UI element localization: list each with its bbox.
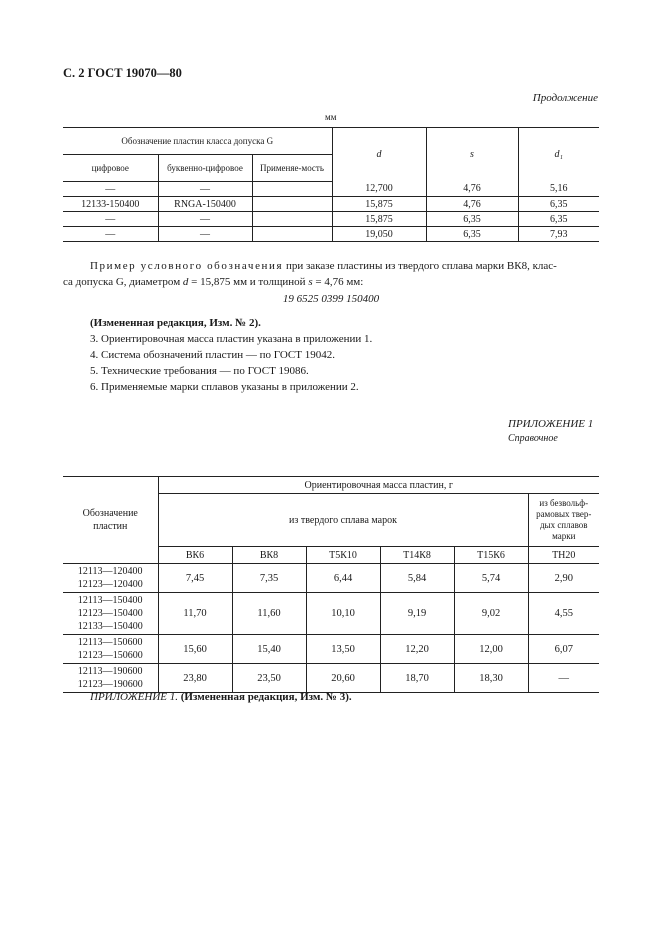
amendment-note: (Измененная редакция, Изм. № 2). xyxy=(90,317,261,329)
designation-group-header: Обозначение пластин класса допуска G xyxy=(63,128,332,155)
mass-value: 18,70 xyxy=(380,664,454,693)
cell-digital: — xyxy=(63,227,158,242)
cell-d: 15,875 xyxy=(332,197,426,212)
example-intro: Пример условного обозначения xyxy=(90,260,284,272)
cell-alnum: — xyxy=(158,227,252,242)
cell-usage xyxy=(252,182,332,197)
table-row xyxy=(63,227,599,242)
cell-usage xyxy=(252,212,332,227)
mass-value: 20,60 xyxy=(306,664,380,693)
cell-s: 6,35 xyxy=(426,227,518,242)
table-row xyxy=(63,664,599,693)
mass-value: 4,55 xyxy=(528,593,599,635)
designation: 12113—190600 xyxy=(77,666,143,677)
notes-list xyxy=(90,315,372,395)
cell-s: 4,76 xyxy=(426,197,518,212)
designation-cell xyxy=(63,593,158,635)
mass-value: — xyxy=(528,664,599,693)
cell-alnum: — xyxy=(158,212,252,227)
designation-code: 19 6525 0399 150400 xyxy=(282,293,380,305)
var-d: d xyxy=(182,276,189,288)
cell-alnum: RNGA-150400 xyxy=(158,197,252,212)
designation: 12123—150600 xyxy=(77,650,143,661)
mass-value: 15,60 xyxy=(158,635,232,664)
cell-d1: 5,16 xyxy=(518,182,599,197)
cell-alnum: — xyxy=(158,182,252,197)
example-line2b: = 15,875 мм и толщиной xyxy=(188,276,309,288)
mass-value: 9,19 xyxy=(380,593,454,635)
mass-value: 2,90 xyxy=(528,564,599,593)
note-item: 6. Применяемые марки сплавов указаны в приложении 2. xyxy=(90,381,359,393)
continuation-label: Продолжение xyxy=(532,92,598,104)
table-row xyxy=(63,212,599,227)
designation: 12123—120400 xyxy=(77,579,143,590)
cell-d: 12,700 xyxy=(332,182,426,197)
hard-alloy-header: из твердого сплава марок xyxy=(158,494,528,547)
mass-value: 12,00 xyxy=(454,635,528,664)
cell-digital: — xyxy=(63,182,158,197)
grade-header: ТН20 xyxy=(528,547,599,564)
mass-value: 5,74 xyxy=(454,564,528,593)
grade-header: ВК6 xyxy=(158,547,232,564)
mass-value: 7,45 xyxy=(158,564,232,593)
mass-value: 6,44 xyxy=(306,564,380,593)
footnote-label: ПРИЛОЖЕНИЕ 1. xyxy=(90,691,178,703)
cell-d1: 6,35 xyxy=(518,197,599,212)
mass-value: 11,70 xyxy=(158,593,232,635)
unit-label: мм xyxy=(325,112,337,122)
cell-s: 4,76 xyxy=(426,182,518,197)
mass-value: 5,84 xyxy=(380,564,454,593)
col-designation-header: Обозначение пластин xyxy=(63,477,158,564)
mass-value: 9,02 xyxy=(454,593,528,635)
mass-value: 13,50 xyxy=(306,635,380,664)
mass-value: 6,07 xyxy=(528,635,599,664)
mass-header: Ориентировочная масса пластин, г xyxy=(158,477,599,494)
appendix-title: ПРИЛОЖЕНИЕ 1 xyxy=(508,418,594,430)
col-s-header: s xyxy=(426,128,518,182)
col-d1-header: d₁ xyxy=(518,128,599,182)
designation: 12113—120400 xyxy=(77,566,143,577)
col-alnum-header: буквенно-цифровое xyxy=(158,155,252,182)
mass-value: 23,80 xyxy=(158,664,232,693)
table-row xyxy=(63,197,599,212)
note-item: 3. Ориентировочная масса пластин указана в приложении 1. xyxy=(90,333,373,345)
cell-d1: 6,35 xyxy=(518,212,599,227)
var-s: s xyxy=(308,276,313,288)
mass-value: 15,40 xyxy=(232,635,306,664)
tungsten-free-header: из безвольф-рамовых твер-дых сплавов марки xyxy=(528,494,599,547)
cell-d1: 7,93 xyxy=(518,227,599,242)
cell-digital: — xyxy=(63,212,158,227)
designation: 12123—150400 xyxy=(77,608,143,619)
designation: 12133—150400 xyxy=(77,621,143,632)
table-row xyxy=(63,564,599,593)
mass-value: 18,30 xyxy=(454,664,528,693)
cell-digital: 12133-150400 xyxy=(63,197,158,212)
cell-usage xyxy=(252,227,332,242)
designation: 12123—190600 xyxy=(77,679,143,690)
mass-value: 23,50 xyxy=(232,664,306,693)
designation-cell xyxy=(63,564,158,593)
grade-header: Т5К10 xyxy=(306,547,380,564)
designation: 12113—150600 xyxy=(77,637,143,648)
designation: 12113—150400 xyxy=(77,595,143,606)
table-row xyxy=(63,593,599,635)
footnote-amendment: (Измененная редакция, Изм. № 3). xyxy=(180,691,352,703)
mass-value: 10,10 xyxy=(306,593,380,635)
example-line2c: = 4,76 мм: xyxy=(312,276,364,288)
appendix-subtitle: Справочное xyxy=(508,433,558,444)
table-row xyxy=(63,182,599,197)
cell-d: 15,875 xyxy=(332,212,426,227)
cell-usage xyxy=(252,197,332,212)
grade-header: ВК8 xyxy=(232,547,306,564)
cell-s: 6,35 xyxy=(426,212,518,227)
col-d-header: d xyxy=(332,128,426,182)
mass-table xyxy=(63,476,599,693)
mass-value: 11,60 xyxy=(232,593,306,635)
note-item: 5. Технические требования — по ГОСТ 19086. xyxy=(90,365,309,377)
mass-value: 7,35 xyxy=(232,564,306,593)
mass-value: 12,20 xyxy=(380,635,454,664)
example-paragraph xyxy=(63,258,599,290)
appendix-footnote xyxy=(90,691,352,703)
designation-cell xyxy=(63,635,158,664)
designation-cell xyxy=(63,664,158,693)
col-usage-header: Применяе-мость xyxy=(252,155,332,182)
example-line2a: са допуска G, диаметром xyxy=(63,276,181,288)
grade-header: Т14К8 xyxy=(380,547,454,564)
cell-d: 19,050 xyxy=(332,227,426,242)
example-line1: при заказе пластины из твердого сплава марки ВК8, клас- xyxy=(283,260,557,272)
col-digital-header: цифровое xyxy=(63,155,158,182)
table-row xyxy=(63,635,599,664)
note-item: 4. Система обозначений пластин — по ГОСТ 19042. xyxy=(90,349,335,361)
dimensions-table xyxy=(63,127,599,242)
page-header: С. 2 ГОСТ 19070—80 xyxy=(63,66,182,80)
grade-header: Т15К6 xyxy=(454,547,528,564)
